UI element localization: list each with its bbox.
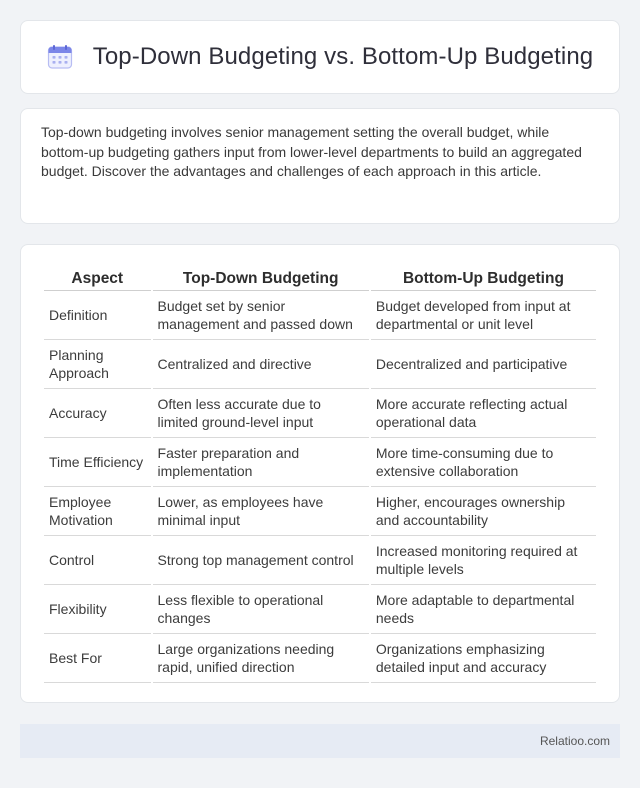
bottom-up-cell: Increased monitoring required at multiple levels xyxy=(371,536,596,585)
header-bottom-up: Bottom-Up Budgeting xyxy=(371,265,596,291)
bottom-up-cell: More accurate reflecting actual operational data xyxy=(371,389,596,438)
table-row xyxy=(44,487,596,536)
table-row xyxy=(44,438,596,487)
table-row xyxy=(44,585,596,634)
top-down-cell: Budget set by senior management and passed down xyxy=(153,291,369,340)
top-down-cell: Strong top management control xyxy=(153,536,369,585)
bottom-up-cell: More adaptable to departmental needs xyxy=(371,585,596,634)
table-row xyxy=(44,291,596,340)
aspect-cell: Employee Motivation xyxy=(44,487,151,536)
aspect-cell: Accuracy xyxy=(44,389,151,438)
title-bar xyxy=(21,21,619,93)
aspect-cell: Best For xyxy=(44,634,151,683)
top-down-cell: Centralized and directive xyxy=(153,340,369,389)
table-row xyxy=(44,536,596,585)
top-down-cell: Less flexible to operational changes xyxy=(153,585,369,634)
aspect-cell: Flexibility xyxy=(44,585,151,634)
header-aspect: Aspect xyxy=(44,265,151,291)
bottom-up-cell: More time-consuming due to extensive collaboration xyxy=(371,438,596,487)
top-down-cell: Faster preparation and implementation xyxy=(153,438,369,487)
header-top-down: Top-Down Budgeting xyxy=(153,265,369,291)
top-down-cell: Large organizations needing rapid, unified direction xyxy=(153,634,369,683)
top-down-cell: Lower, as employees have minimal input xyxy=(153,487,369,536)
intro-card xyxy=(20,108,620,224)
calendar-icon xyxy=(47,44,73,70)
title-card xyxy=(20,20,620,94)
table-row xyxy=(44,340,596,389)
footer-source-link[interactable]: Relatioo.com xyxy=(539,734,610,748)
table-row xyxy=(44,634,596,683)
bottom-up-cell: Organizations emphasizing detailed input and accuracy xyxy=(371,634,596,683)
intro-paragraph: Top-down budgeting involves senior management setting the overall budget, while bottom-up budgeting gathers input from lower-level departments to build an aggregated budget. Discover the advantages and challenges of each approach in this article. xyxy=(41,124,582,179)
bottom-up-cell: Budget developed from input at departmental or unit level xyxy=(371,291,596,340)
aspect-cell: Definition xyxy=(44,291,151,340)
bottom-up-cell: Higher, encourages ownership and accountability xyxy=(371,487,596,536)
top-down-cell: Often less accurate due to limited ground-level input xyxy=(153,389,369,438)
table-header-row xyxy=(44,265,596,291)
footer-bar xyxy=(20,724,620,758)
aspect-cell: Time Efficiency xyxy=(44,438,151,487)
comparison-card xyxy=(20,244,620,703)
aspect-cell: Control xyxy=(44,536,151,585)
comparison-table xyxy=(42,265,598,683)
page-title: Top-Down Budgeting vs. Bottom-Up Budgeting xyxy=(92,43,594,70)
aspect-cell: Planning Approach xyxy=(44,340,151,389)
table-row xyxy=(44,389,596,438)
bottom-up-cell: Decentralized and participative xyxy=(371,340,596,389)
